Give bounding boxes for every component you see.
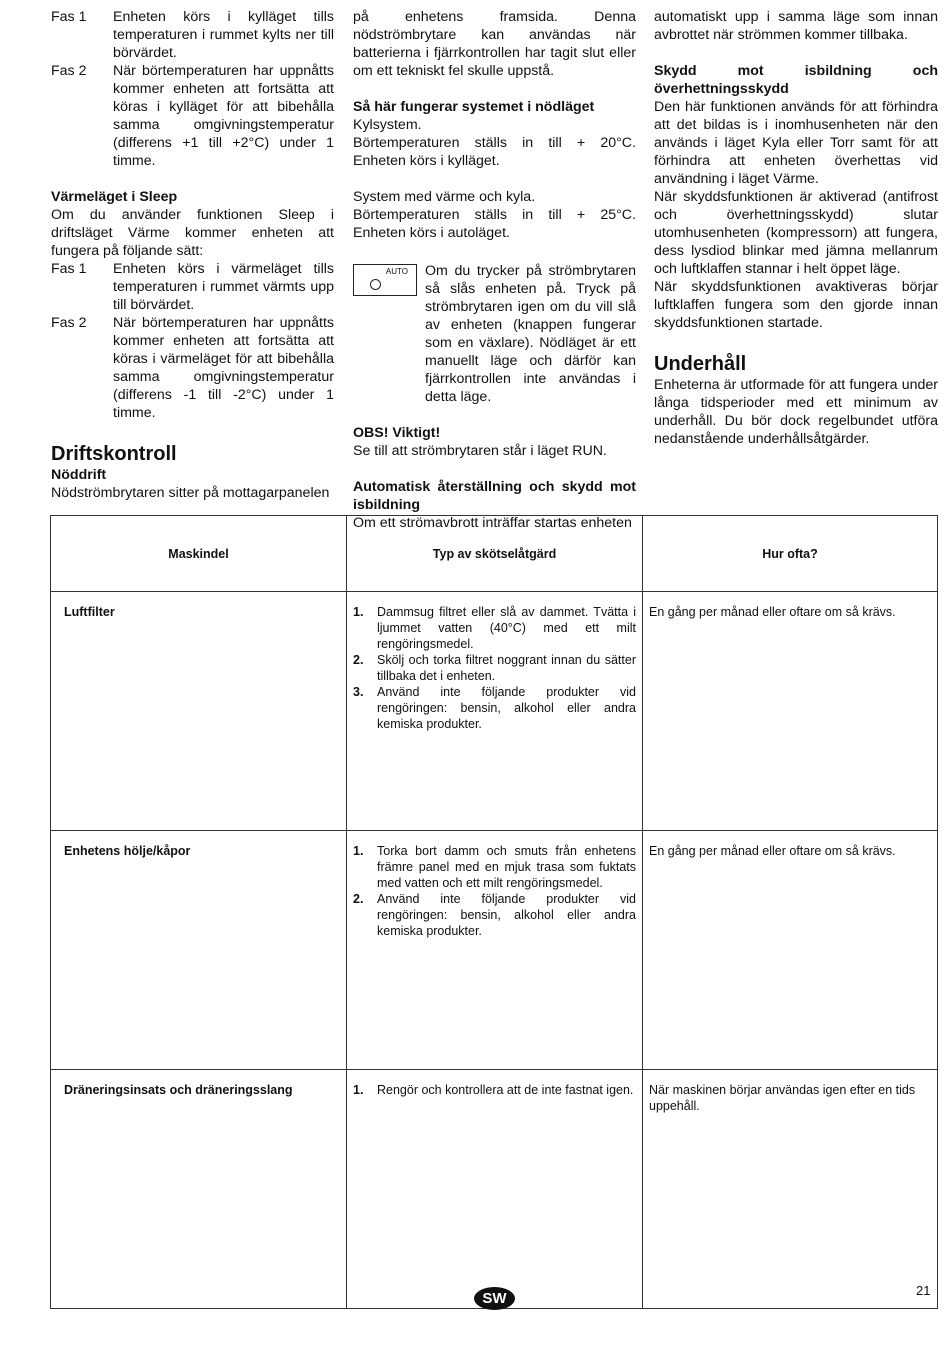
emergency-text: Nödströmbrytaren sitter på mottagarpanelen: [51, 485, 330, 501]
step-list: [353, 843, 636, 939]
phase-label: Fas 2: [51, 63, 87, 79]
reset-text-continued: automatiskt upp i samma läge som innan avbrottet när strömmen kommer tillbaka.: [654, 9, 938, 43]
protect-text-3: När skyddsfunktionen avaktiveras börjar luftklaffen fungera som den gjorde innan skyddsfunktionen startade.: [654, 279, 938, 331]
maintenance-text: Enheterna är utformade för att fungera under långa tidsperioder med ett minimum av underhåll. Du bör dock regelbundet utföra nedanstående underhållsåtgärder.: [654, 377, 938, 447]
column-header: Typ av skötselåtgärd: [347, 516, 643, 592]
step-text: Använd inte följande produkter vid rengöringen: bensin, alkohol eller andra kemiska produkter.: [377, 685, 636, 731]
phase-item: [51, 260, 334, 314]
switch-button-icon: [370, 279, 381, 290]
table-row: [51, 831, 938, 1070]
table-header-row: [51, 516, 938, 592]
phase-item: [51, 314, 334, 422]
auto-switch-row: [353, 262, 636, 406]
part-cell: Dräneringsinsats och dräneringsslang: [51, 1070, 347, 1309]
action-cell: [347, 1070, 643, 1309]
reset-text: Om ett strömavbrott inträffar startas enheten: [353, 515, 632, 531]
obs-text: Se till att strömbrytaren står i läget RUN.: [353, 443, 607, 459]
protect-text-2: När skyddsfunktionen är aktiverad (antifrost och överhettningsskydd) slutar utomhusenheten (kompressorn) att fungera, dess lysdiod blinkar med jämna mellanrum och luftklaffen stannar i helt öppet läge.: [654, 189, 938, 277]
step-item: [353, 843, 636, 891]
auto-label: AUTO: [385, 267, 408, 276]
phase-label: Fas 1: [51, 261, 87, 277]
step-number: 2.: [353, 892, 364, 906]
text-column-1: [51, 8, 334, 502]
heatcool-text: Börtemperaturen ställs in till + 25°C. Enheten körs i autoläget.: [353, 207, 636, 241]
step-number: 2.: [353, 653, 364, 667]
step-item: [353, 891, 636, 939]
step-item: [353, 652, 636, 684]
cooling-label: Kylsystem.: [353, 117, 422, 133]
cooling-text: Börtemperaturen ställs in till + 20°C. Enheten körs i kylläget.: [353, 135, 636, 169]
section-heading-underhall: Underhåll: [654, 353, 747, 375]
action-cell: [347, 592, 643, 831]
step-text: Dammsug filtret eller slå av dammet. Tvätta i ljummet vatten (40°C) med ett milt rengöringsmedel.: [377, 605, 636, 651]
action-cell: [347, 831, 643, 1070]
phase-text: Enheten körs i värmeläget tills temperaturen i rummet värmts upp till börvärdet.: [113, 261, 334, 313]
emergency-text-continued: på enhetens framsida. Denna nödströmbrytare kan användas när batterierna i fjärrkontrollen har tagit slut eller om ett tekniskt fel skulle uppstå.: [353, 9, 636, 79]
column-header: Hur ofta?: [643, 516, 938, 592]
sleep-intro: Om du använder funktionen Sleep i driftsläget Värme kommer enheten att fungera på följande sätt:: [51, 207, 334, 259]
step-text: Rengör och kontrollera att de inte fastnat igen.: [377, 1083, 634, 1097]
phase-text: Enheten körs i kylläget tills temperaturen i rummet kylts ner till börvärdet.: [113, 9, 334, 61]
step-list: [353, 1082, 636, 1098]
maintenance-table: [50, 515, 938, 1309]
phase-item: [51, 62, 334, 170]
table-row: [51, 592, 938, 831]
page-number: 21: [916, 1283, 931, 1298]
step-number: 3.: [353, 685, 364, 699]
obs-heading: OBS! Viktigt!: [353, 425, 441, 441]
text-column-3: [654, 8, 938, 448]
frequency-cell: En gång per månad eller oftare om så krävs.: [643, 831, 938, 1070]
step-number: 1.: [353, 1083, 364, 1097]
step-number: 1.: [353, 844, 364, 858]
phase-text: När börtemperaturen har uppnåtts kommer enheten att fortsätta att köras i värmeläget för att bibehålla samma omgivningstemperatur (differens -1 till -2°C) under 1 timme.: [113, 315, 334, 421]
step-item: [353, 1082, 636, 1098]
text-column-2: [353, 8, 636, 532]
column-header: Maskindel: [51, 516, 347, 592]
step-text: Skölj och torka filtret noggrant innan du sätter tillbaka det i enheten.: [377, 653, 636, 683]
sub-heading-noddrift: Nöddrift: [51, 467, 107, 483]
step-item: [353, 604, 636, 652]
emergency-switch-icon: [353, 264, 417, 296]
step-text: Använd inte följande produkter vid rengöringen: bensin, alkohol eller andra kemiska produkter.: [377, 892, 636, 938]
part-cell: Luftfilter: [51, 592, 347, 831]
table-row: [51, 1070, 938, 1309]
part-cell: Enhetens hölje/kåpor: [51, 831, 347, 1070]
section-heading-driftskontroll: Driftskontroll: [51, 443, 177, 465]
phase-text: När börtemperaturen har uppnåtts kommer enheten att fortsätta att köras i kylläget för att bibehålla samma omgivningstemperatur (differens +1 till +2°C) under 1 timme.: [113, 63, 334, 169]
frequency-cell: En gång per månad eller oftare om så krävs.: [643, 592, 938, 831]
step-list: [353, 604, 636, 732]
reset-heading: Automatisk återställning och skydd mot isbildning: [353, 479, 636, 513]
protect-text-1: Den här funktionen används för att förhindra att det bildas is i inomhusenheten när den används i läget Kyla eller Torr samt för att förhindra att enheten överhettas vid användning i läget Värme.: [654, 99, 938, 187]
step-text: Torka bort damm och smuts från enhetens främre panel med en mjuk trasa som fuktats med vatten och ett milt rengöringsmedel.: [377, 844, 636, 890]
phase-item: [51, 8, 334, 62]
auto-text: Om du trycker på strömbrytaren så slås enheten på. Tryck på strömbrytaren igen om du vill slå av enheten (knappen fungerar som en växlare). Nödläget är ett manuellt läge och därför kan fjärrkontrollen inte användas i detta läge.: [425, 263, 636, 405]
frequency-cell: När maskinen börjar användas igen efter en tids uppehåll.: [643, 1070, 938, 1309]
protect-heading: Skydd mot isbildning och överhettningsskydd: [654, 63, 938, 97]
language-badge: SW: [474, 1287, 515, 1310]
phase-label: Fas 2: [51, 315, 87, 331]
system-heading: Så här fungerar systemet i nödläget: [353, 99, 595, 115]
phase-label: Fas 1: [51, 9, 87, 25]
heatcool-label: System med värme och kyla.: [353, 189, 536, 205]
sleep-heading: Värmeläget i Sleep: [51, 189, 178, 205]
step-number: 1.: [353, 605, 364, 619]
step-item: [353, 684, 636, 732]
